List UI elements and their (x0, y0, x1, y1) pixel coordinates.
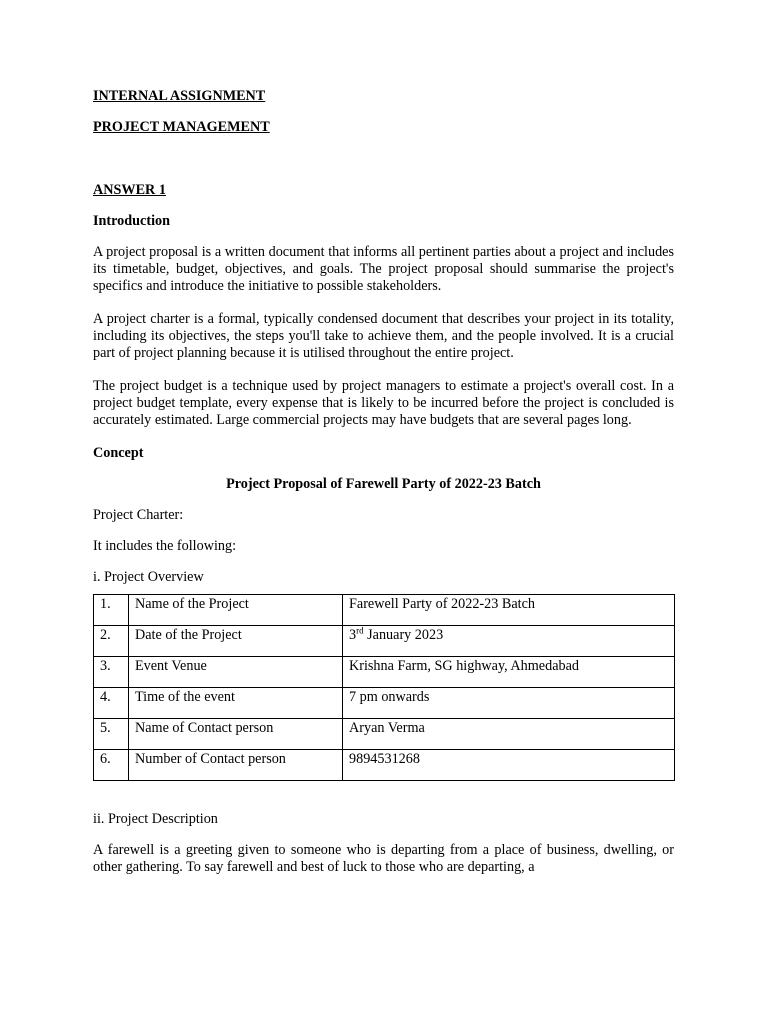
row-number: 6. (94, 750, 129, 781)
title-internal-assignment: INTERNAL ASSIGNMENT (93, 88, 266, 104)
row-number: 2. (94, 626, 129, 657)
project-overview-table (93, 594, 675, 781)
row-field: Event Venue (129, 657, 343, 688)
title-project-management: PROJECT MANAGEMENT (93, 119, 270, 135)
proposal-title: Project Proposal of Farewell Party of 2022-23 Batch (226, 476, 541, 492)
row-field: Name of Contact person (129, 719, 343, 750)
answer-heading: ANSWER 1 (93, 182, 166, 198)
document-page (93, 88, 674, 876)
row-value (343, 626, 675, 657)
table-row (94, 750, 675, 781)
table-row (94, 688, 675, 719)
row-field: Time of the event (129, 688, 343, 719)
table-row (94, 657, 675, 688)
includes-label: It includes the following: (93, 538, 237, 554)
row-value: 9894531268 (343, 750, 675, 781)
charter-label: Project Charter: (93, 507, 184, 523)
overview-label: i. Project Overview (93, 569, 204, 585)
concept-heading: Concept (93, 445, 144, 461)
table-row (94, 626, 675, 657)
description-paragraph: A farewell is a greeting given to someone who is departing from a place of business, dwelling, or other gathering. To say farewell and best of luck to those who are departing, a (93, 842, 674, 875)
introduction-heading: Introduction (93, 213, 170, 229)
row-value: Krishna Farm, SG highway, Ahmedabad (343, 657, 675, 688)
row-number: 3. (94, 657, 129, 688)
row-number: 5. (94, 719, 129, 750)
table-row (94, 595, 675, 626)
date-day: 3 (349, 627, 357, 643)
row-value: 7 pm onwards (343, 688, 675, 719)
intro-paragraph-1: A project proposal is a written document that informs all pertinent parties about a project and includes its timetable, budget, objectives, and goals. The project proposal should summarise the project's specifics and introduce the initiative to possible stakeholders. (93, 244, 674, 294)
row-number: 4. (94, 688, 129, 719)
row-field: Number of Contact person (129, 750, 343, 781)
row-number: 1. (94, 595, 129, 626)
row-value: Aryan Verma (343, 719, 675, 750)
row-field: Date of the Project (129, 626, 343, 657)
intro-paragraph-2: A project charter is a formal, typically condensed document that describes your project in its totality, including its objectives, the steps you'll take to achieve them, and the people involved. It is a crucial part of project planning because it is utilised throughout the entire project. (93, 311, 674, 361)
description-label: ii. Project Description (93, 811, 218, 827)
row-value: Farewell Party of 2022-23 Batch (343, 595, 675, 626)
table-row (94, 719, 675, 750)
date-ordinal-suffix: rd (356, 625, 364, 636)
row-field: Name of the Project (129, 595, 343, 626)
date-month-year: January 2023 (363, 627, 444, 643)
intro-paragraph-3: The project budget is a technique used by project managers to estimate a project's overall cost. In a project budget template, every expense that is likely to be incurred before the project is concluded is accurately estimated. Large commercial projects may have budgets that are several pages long. (93, 378, 674, 428)
